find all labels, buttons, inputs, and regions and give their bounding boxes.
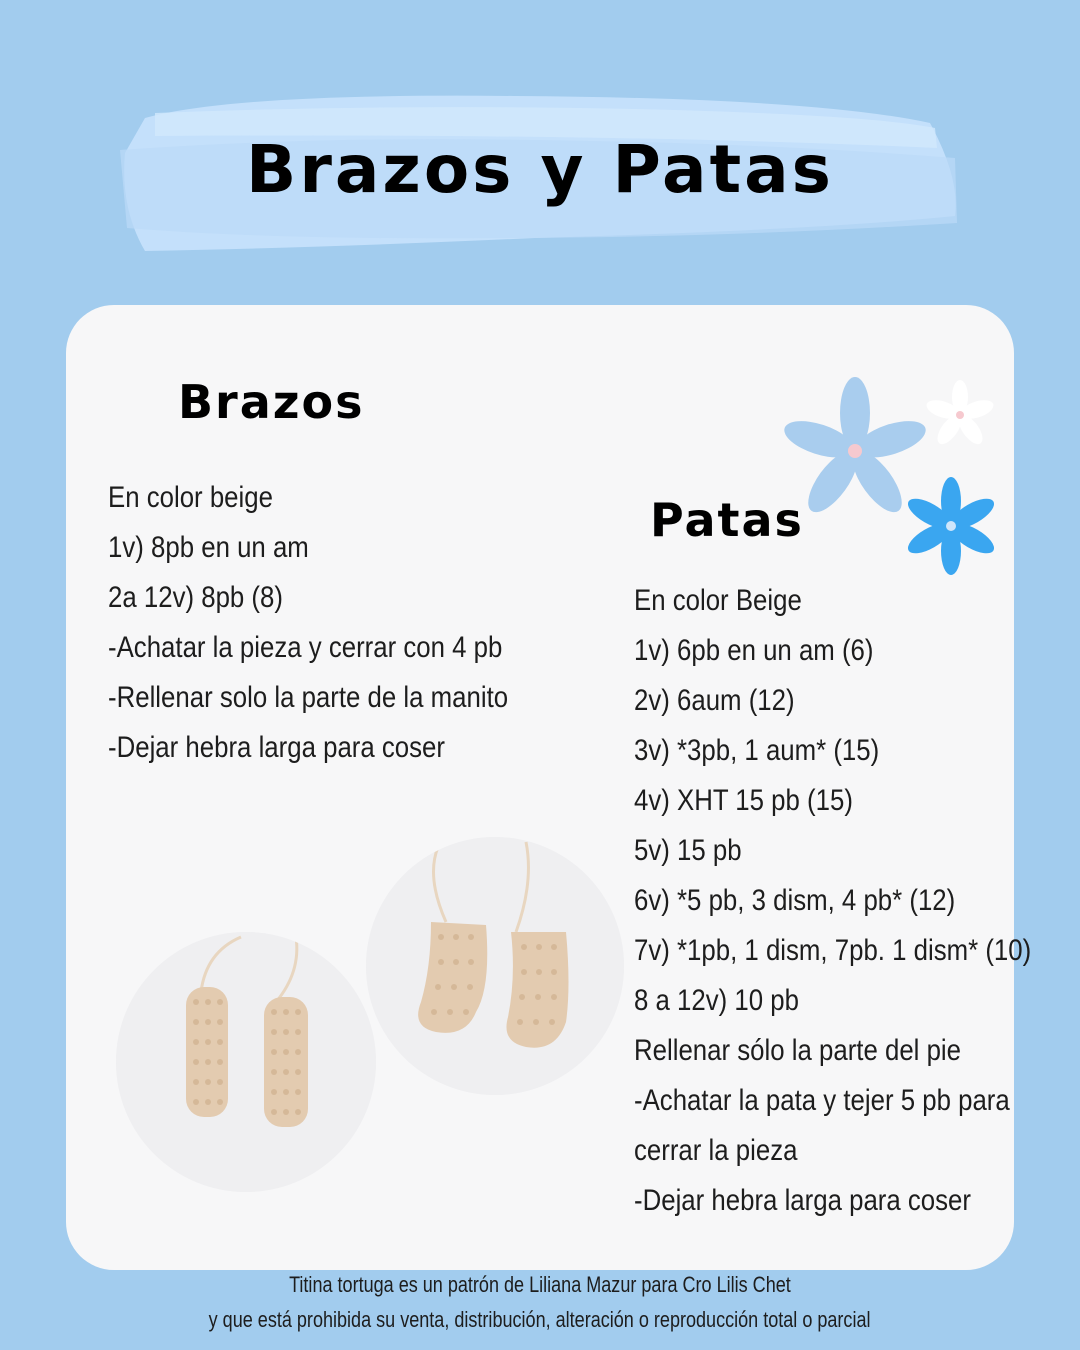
- instruction-line: 7v) *1pb, 1 dism, 7pb. 1 dism* (10): [634, 934, 1032, 967]
- instruction-line: 5v) 15 pb: [634, 834, 742, 867]
- crochet-arms-image: [116, 932, 376, 1192]
- instruction-line: -Achatar la pieza y cerrar con 4 pb: [108, 631, 503, 664]
- instruction-line: -Dejar hebra larga para coser: [108, 731, 446, 764]
- footer-copyright-line2: [0, 1307, 1080, 1333]
- brazos-instructions: [108, 473, 573, 773]
- instruction-line: -Rellenar solo la parte de la manito: [108, 681, 509, 714]
- instruction-line: cerrar la pieza: [634, 1134, 798, 1167]
- instruction-line: 6v) *5 pb, 3 dism, 4 pb* (12): [634, 884, 956, 917]
- instruction-line: 4v) XHT 15 pb (15): [634, 784, 853, 817]
- instruction-line: 1v) 6pb en un am (6): [634, 634, 874, 667]
- patas-instructions: [634, 576, 1080, 1226]
- arms-photo: [116, 932, 376, 1192]
- instruction-line: En color Beige: [634, 584, 802, 617]
- footer-copyright-line1: [0, 1272, 1080, 1298]
- instruction-line: 3v) *3pb, 1 aum* (15): [634, 734, 880, 767]
- flower-decoration-icon: [780, 375, 1020, 585]
- instruction-line: 8 a 12v) 10 pb: [634, 984, 799, 1017]
- instruction-line: 2a 12v) 8pb (8): [108, 581, 283, 614]
- instruction-line: Rellenar sólo la parte del pie: [634, 1034, 962, 1067]
- crochet-feet-image: [366, 837, 624, 1095]
- instruction-line: 1v) 8pb en un am: [108, 531, 309, 564]
- instruction-line: En color beige: [108, 481, 273, 514]
- footer-text: Titina tortuga es un patrón de Liliana Mazur para Cro Lilis Chet: [289, 1272, 791, 1297]
- feet-photo: [366, 837, 624, 1095]
- instruction-line: 2v) 6aum (12): [634, 684, 795, 717]
- title-banner: [115, 88, 965, 258]
- section-title-patas: Patas: [650, 493, 804, 547]
- footer-text: y que está prohibida su venta, distribución, alteración o reproducción total o parcial: [209, 1307, 871, 1332]
- instruction-line: -Dejar hebra larga para coser: [634, 1184, 972, 1217]
- instruction-line: -Achatar la pata y tejer 5 pb para: [634, 1084, 1010, 1117]
- page-title: Brazos y Patas: [246, 130, 834, 208]
- section-title-brazos: Brazos: [178, 375, 365, 429]
